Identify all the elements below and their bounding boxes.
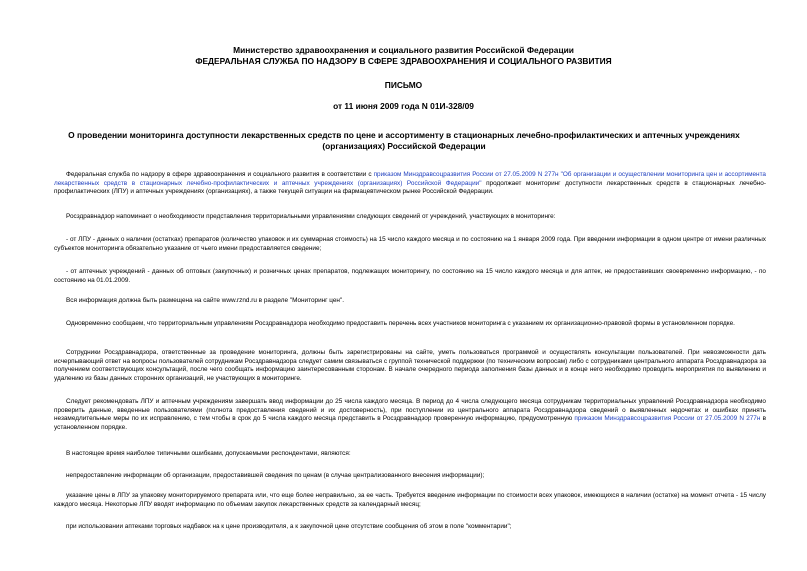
paragraph-pharmacy: - от аптечных учреждений - данных об оптовых (закупочных) и розничных ценах препаратов, подлежащих мониторингу, по состоянию на 15 число каждого месяца и для аптек, не предоставивших своевременно информацию, - по состоянию на 01.01.2009. [54, 268, 766, 284]
paragraph-lpu: - от ЛПУ - данных о наличии (остатках) препаратов (количество упаковок и их суммарная стоимость) на 15 число каждого месяца и по состоянию на 1 января 2009 года. При введении информации в одном центре от имени различных субъектов мониторинга обязательно указание от чьего имени предоставляется сведение; [54, 236, 766, 252]
document-date: от 11 июня 2009 года N 01И-328/09 [333, 101, 474, 111]
paragraph-staff: Сотрудники Росздравнадзора, ответственные за проведение мониторинга, должны быть зарегистрированы на сайте, уметь пользоваться программой и осуществлять консультации пользователей. При невозможности дать исчерпывающий ответ на вопросы пользователей сотрудникам Росздравнадзора следует самим связываться с группой технической поддержки (по техническим вопросам) либо с сотрудниками центрального аппарата Росздравнадзора за получением соответствующих консультаций, после чего сообщать информацию заинтересованным сторонам. В начале очередного периода заполнения базы данных и в конце него необходимо проводить мероприятия по выявлению и удалению из базы данных сторонних организаций, не участвующих в мониторинге. [54, 349, 766, 383]
service-name: ФЕДЕРАЛЬНАЯ СЛУЖБА ПО НАДЗОРУ В СФЕРЕ ЗДРАВООХРАНЕНИЯ И СОЦИАЛЬНОГО РАЗВИТИЯ [195, 56, 612, 66]
document-title: О проведении мониторинга доступности лекарственных средств по цене и ассортименту в стационарных лечебно-профилактических и аптечных учреждениях (организациях) Российской Федерации [68, 130, 740, 151]
paragraph-intro-tail: продолжает мониторинг доступности лекарственных средств в стационарных лечебно-профилактических (ЛПУ) и аптечных учреждениях (организациях), а также текущей ситуации на фармацевтическом рынке Российской Федерации. [54, 179, 766, 196]
document-type: ПИСЬМО [384, 80, 423, 90]
paragraph-site: Вся информация должна быть размещена на сайте www.rznd.ru в разделе "Мониторинг цен". [66, 297, 345, 304]
paragraph-error-2: указание цены в ЛПУ за упаковку мониторируемого препарата или, что еще более неправильно, за ее часть. Требуется введение информации по стоимости всех упаковок, имеющихся в наличии (остатке) на момент отчета - 15 числу каждого месяца. Некоторые ЛПУ вводят информацию по объемам закупок лекарственных средств за календарный месяц; [54, 492, 766, 508]
order-link-2[interactable]: приказом Минздравсоцразвития России от 27.05.2009 N 277н [574, 415, 761, 423]
paragraph-reminder: Росздравнадзор напоминает о необходимости представления территориальными управлениями следующих сведений от учреждений, участвующих в мониторинге: [66, 213, 556, 220]
order-link[interactable]: приказом Минздравсоцразвития России от 27.05.2009 N 277н "Об организации и осуществлении мониторинга цен и ассортимента лекарственных средств в стационарных лечебно-профилактических и аптечных учреждениях (организациях) Российской Федерации" [54, 171, 766, 187]
paragraph-participants: Одновременно сообщаем, что территориальным управлениям Росздравнадзора необходимо предоставить перечень всех участников мониторинга с указанием их организационно-правовой формы в установленном порядке. [66, 320, 735, 327]
paragraph-deadlines: Следует рекомендовать ЛПУ и аптечным учреждениям завершать ввод информации до 25 числа каждого месяца. В период до 4 числа следующего месяца сотрудникам территориальных управлений Росздравнадзора необходимо проверить данные, введенные пользователями (полнота предоставления сведений и их достоверность), при поступлении из центрального аппарата Росздравнадзора сведений о выявленных недочетах и ошибках принять незамедлительные меры по их исправлению, с тем чтобы в срок до 5 числа каждого месяца представить в Росздравнадзор проверенную информацию, предусмотренную приказом Минздравсоцразвития России от 27.05.2009 N 277н в установленном порядке. [54, 398, 767, 432]
paragraph-errors-intro: В настоящее время наиболее типичными ошибками, допускаемыми респондентами, являются: [66, 450, 351, 457]
paragraph-error-3: при использовании аптеками торговых надбавок на к цене производителя, а к закупочной цене отсутствие сообщения об этом в поле "комментарии"; [66, 523, 512, 530]
paragraph-error-1: непредоставление информации об организации, предоставившей сведения по ценам (в случае централизованного внесения информации); [66, 472, 485, 479]
paragraph-intro-text: Федеральная служба по надзору в сфере здравоохранения и социального развития в соответствии с [66, 171, 374, 178]
paragraph-intro [54, 171, 766, 197]
ministry-name: Министерство здравоохранения и социального развития Российской Федерации [233, 45, 574, 55]
